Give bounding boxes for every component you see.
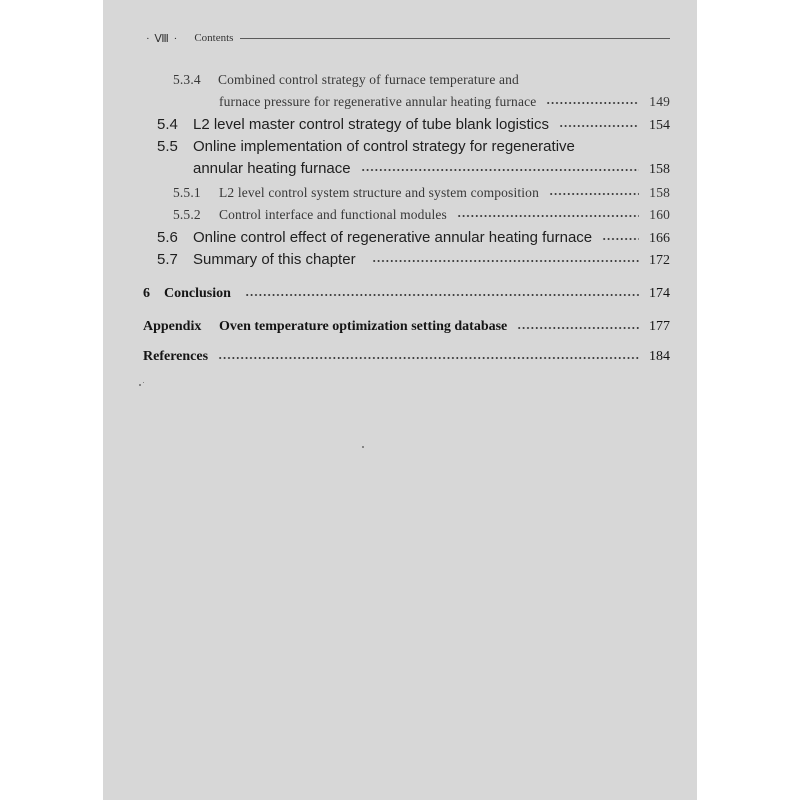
toc-entry-5-5-2 <box>173 204 670 226</box>
toc-entry-5-5-line2 <box>193 158 670 180</box>
dot-leader <box>218 346 639 368</box>
section-title: Summary of this chapter <box>193 251 356 268</box>
chapter-number: 6 <box>143 286 150 301</box>
page-number: 158 <box>649 185 670 200</box>
page-number: 160 <box>649 207 670 222</box>
toc-entry-5-3-4-line1 <box>173 69 519 91</box>
dot-leader <box>549 182 639 204</box>
toc-entry-appendix <box>143 316 670 338</box>
section-title: Online implementation of control strategy for regenerative <box>193 138 575 155</box>
dot-leader <box>602 227 639 249</box>
page-number: 174 <box>649 286 670 301</box>
section-number: 5.5.2 <box>173 207 201 222</box>
references-title: References <box>143 349 209 364</box>
page-number: 172 <box>649 253 670 268</box>
appendix-title: Oven temperature optimization setting database <box>219 319 508 334</box>
page-number: 166 <box>649 231 670 246</box>
dot-leader <box>372 249 639 271</box>
appendix-label: Appendix <box>143 319 202 334</box>
page-number: 149 <box>649 94 670 109</box>
section-number: 5.3.4 <box>173 72 201 87</box>
header-title: Contents <box>194 32 234 44</box>
toc-entry-5-3-4-line2 <box>219 91 670 113</box>
section-title: Online control effect of regenerative annular heating furnace <box>193 229 593 246</box>
page-number: 184 <box>649 349 670 364</box>
toc-entry-5-5-1 <box>173 182 670 204</box>
section-title: annular heating furnace <box>193 160 351 177</box>
dot-leader <box>559 114 639 136</box>
section-title: Combined control strategy of furnace temperature and <box>218 72 519 87</box>
toc-entry-5-6 <box>157 227 670 249</box>
section-number: 5.7 <box>157 251 178 268</box>
section-title: furnace pressure for regenerative annular heating furnace <box>219 94 537 109</box>
dot-leader <box>245 283 639 305</box>
scan-speck <box>143 382 144 383</box>
scan-speck <box>362 446 364 448</box>
dot-leader <box>517 316 639 338</box>
toc-entry-references <box>143 346 670 368</box>
page-number: 177 <box>649 319 670 334</box>
toc-entry-5-7 <box>157 249 670 271</box>
section-number: 5.5.1 <box>173 185 201 200</box>
section-number: 5.4 <box>157 116 178 133</box>
dot-leader <box>457 204 639 226</box>
section-title: L2 level control system structure and system composition <box>219 185 539 200</box>
chapter-title: Conclusion <box>164 286 231 301</box>
dot-leader <box>361 158 639 180</box>
toc-entry-5-5-line1 <box>157 136 575 158</box>
section-number: 5.5 <box>157 138 178 155</box>
page-number: 154 <box>649 118 670 133</box>
section-title: Control interface and functional modules <box>219 207 447 222</box>
running-header <box>146 28 670 48</box>
toc-entry-chapter-6 <box>143 283 670 305</box>
section-title: L2 level master control strategy of tube blank logistics <box>193 116 550 133</box>
scan-speck <box>139 384 141 386</box>
page-numeral: · Ⅷ · <box>146 32 179 45</box>
toc-entry-5-4 <box>157 114 670 136</box>
dot-leader <box>546 91 639 113</box>
section-number: 5.6 <box>157 229 178 246</box>
page-number: 158 <box>649 162 670 177</box>
header-rule <box>240 38 670 39</box>
